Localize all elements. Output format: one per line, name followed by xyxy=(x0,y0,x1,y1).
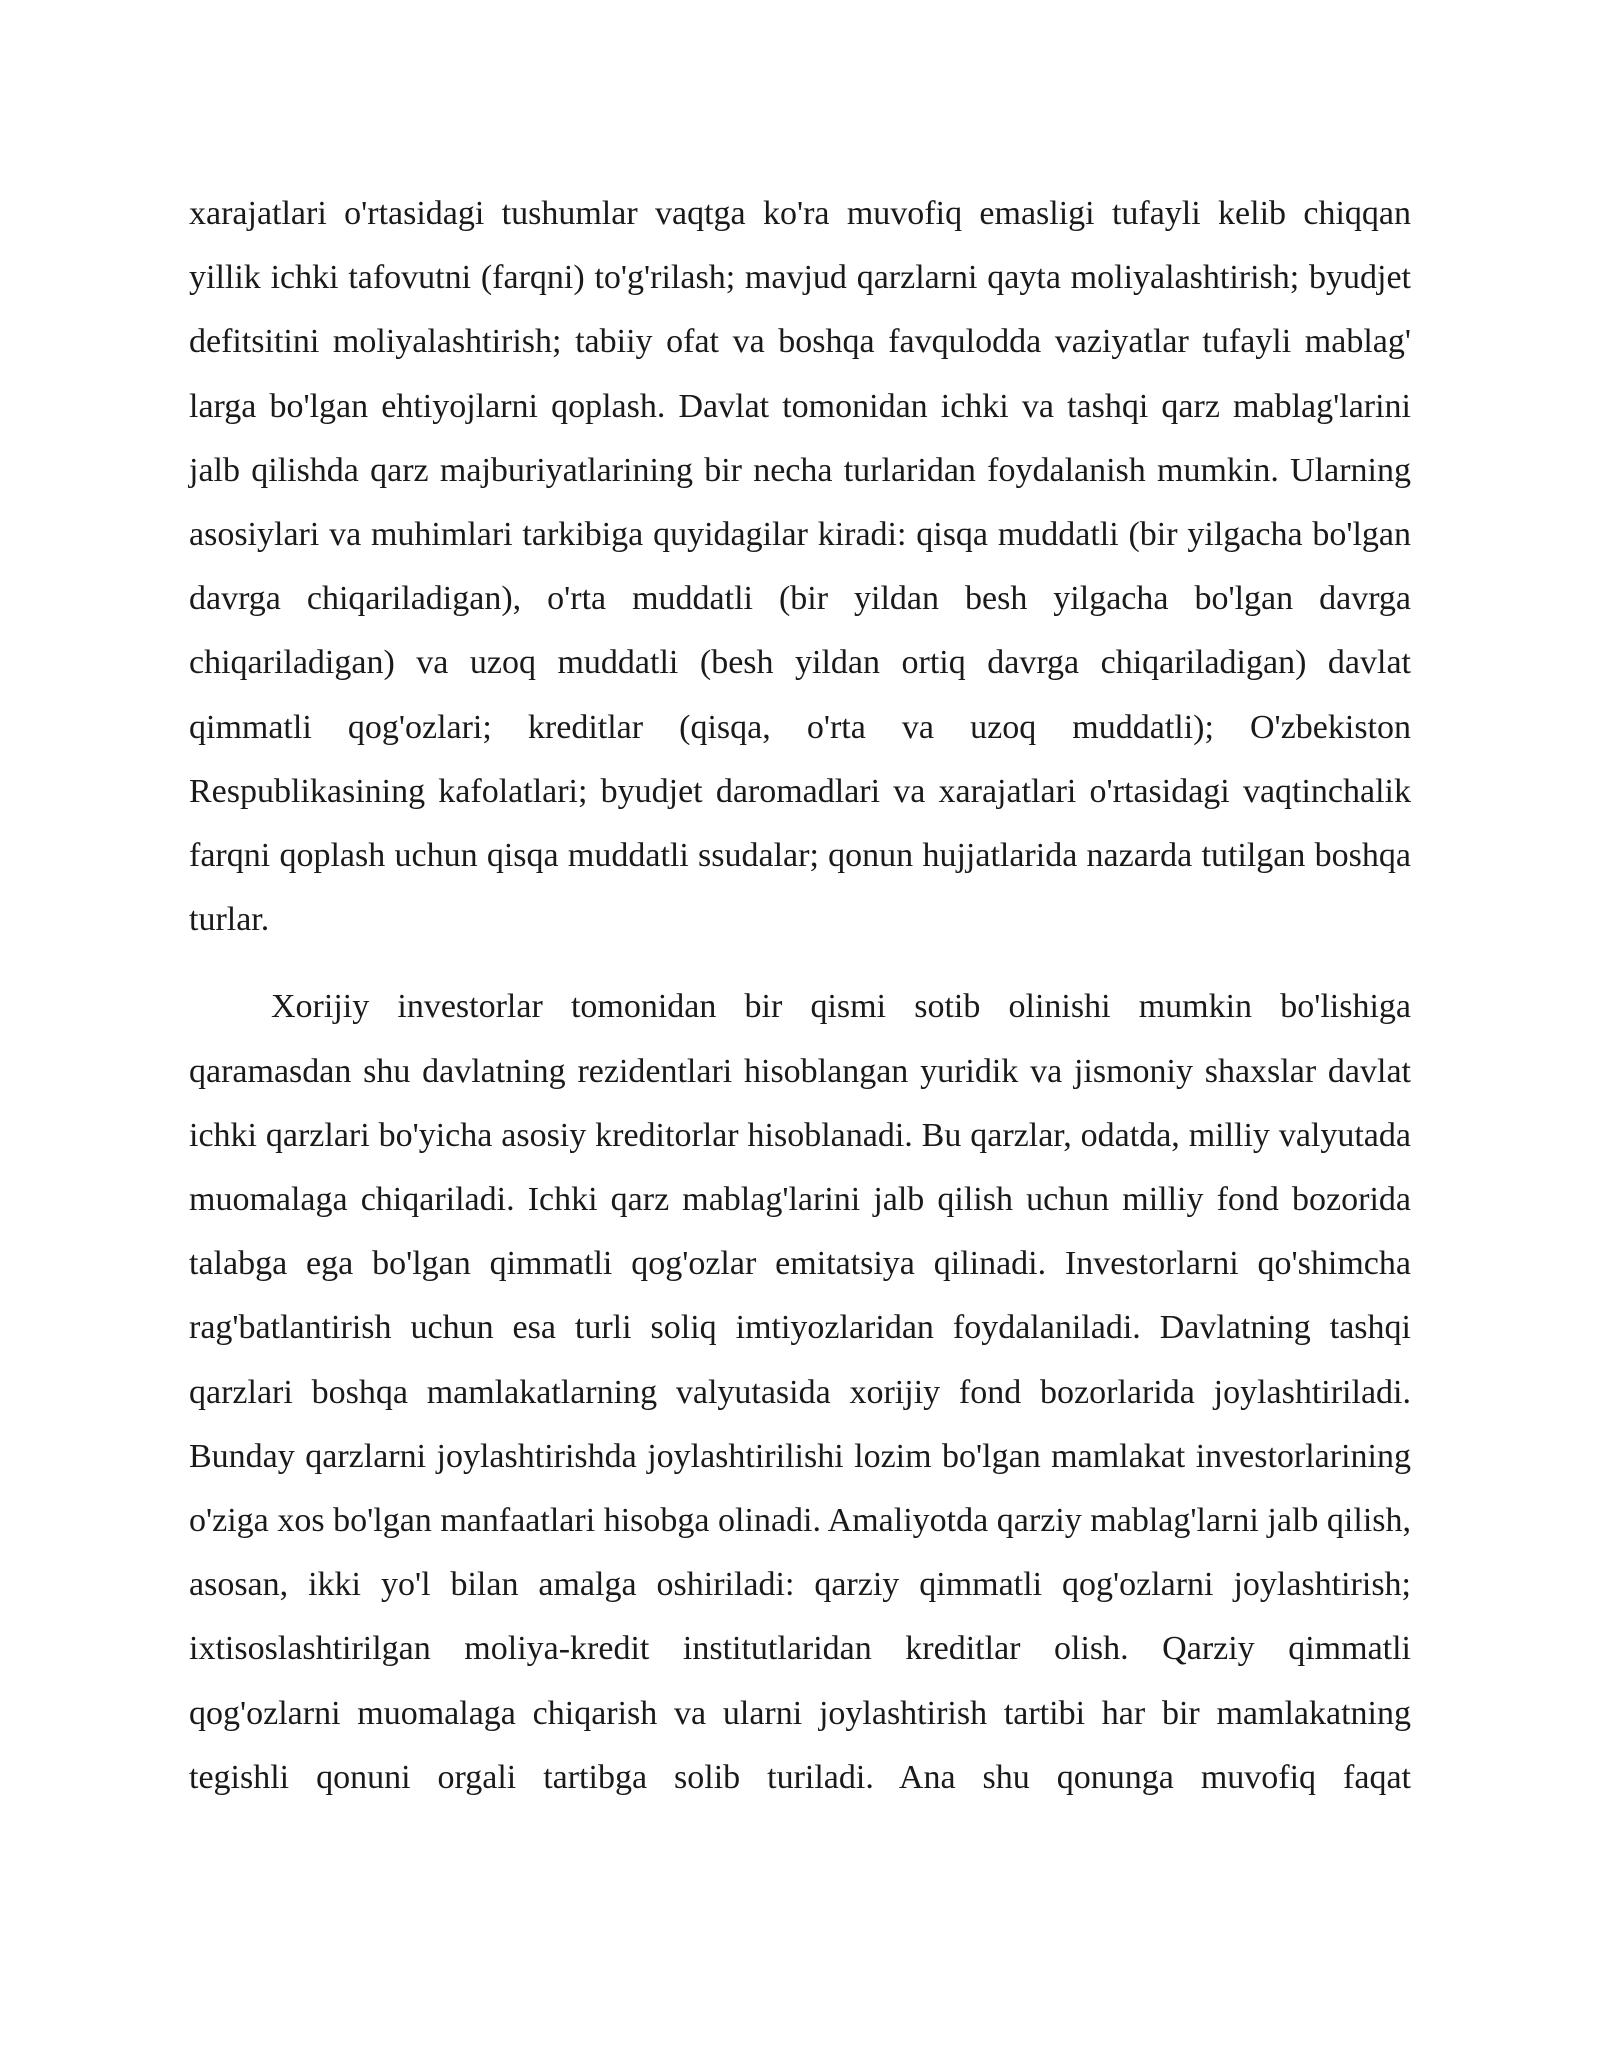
document-body xyxy=(189,182,1411,1810)
paragraph-1: xarajatlari o'rtasidagi tushumlar vaqtga ko'ra muvofiq emasligi tufayli kelib chiqqan yillik ichki tafovutni (farqni) to'g'rilash; mavjud qarzlarni qayta moliyalashtirish; byudjet defitsitini moliyalashtirish; tabiiy ofat va boshqa favqulodda vaziyatlar tufayli mablag' larga bo'lgan ehtiyojlarni qoplash. Davlat tomonidan ichki va tashqi qarz mablag'larini jalb qilishda qarz majburiyatlarining bir necha turlaridan foydalanish mumkin. Ularning asosiylari va muhimlari tarkibiga quyidagilar kiradi: qisqa muddatli (bir yilgacha bo'lgan davrga chiqariladigan), o'rta muddatli (bir yildan besh yilgacha bo'lgan davrga chiqariladigan) va uzoq muddatli (besh yildan ortiq davrga chiqariladigan) davlat qimmatli qog'ozlari; kreditlar (qisqa, o'rta va uzoq muddatli); O'zbekiston Respublikasining kafolatlari; byudjet daromadlari va xarajatlari o'rtasidagi vaqtinchalik farqni qoplash uchun qisqa muddatli ssudalar; qonun hujjatlarida nazarda tutilgan boshqa turlar. xyxy=(189,195,1411,939)
paragraph-2: Xorijiy investorlar tomonidan bir qismi sotib olinishi mumkin bo'lishiga qaramasdan shu davlatning rezidentlari hisoblangan yuridik va jismoniy shaxslar davlat ichki qarzlari bo'yicha asosiy kreditorlar hisoblanadi. Bu qarzlar, odatda, milliy valyutada muomalaga chiqariladi. Ichki qarz mablag'larini jalb qilish uchun milliy fond bozorida talabga ega bo'lgan qimmatli qog'ozlar emitatsiya qilinadi. Investorlarni qo'shimcha rag'batlantirish uchun esa turli soliq imtiyozlaridan foydalaniladi. Davlatning tashqi qarzlari boshqa mamlakatlarning valyutasida xorijiy fond bozorlarida joylashtiriladi. Bunday qarzlarni joylashtirishda joylashtirilishi lozim bo'lgan mamlakat investorlarining o'ziga xos bo'lgan manfaatlari hisobga olinadi. Amaliyotda qarziy mablag'larni jalb qilish, asosan, ikki yo'l bilan amalga oshiriladi: qarziy qimmatli qog'ozlarni joylashtirish; ixtisoslashtirilgan moliya-kredit institutlaridan kreditlar olish. Qarziy qimmatli qog'ozlarni muomalaga chiqarish va ularni joylashtirish tartibi har bir mamlakatning tegishli qonuni orgali tartibga solib turiladi. Ana shu qonunga muvofiq faqat xyxy=(189,988,1411,1796)
